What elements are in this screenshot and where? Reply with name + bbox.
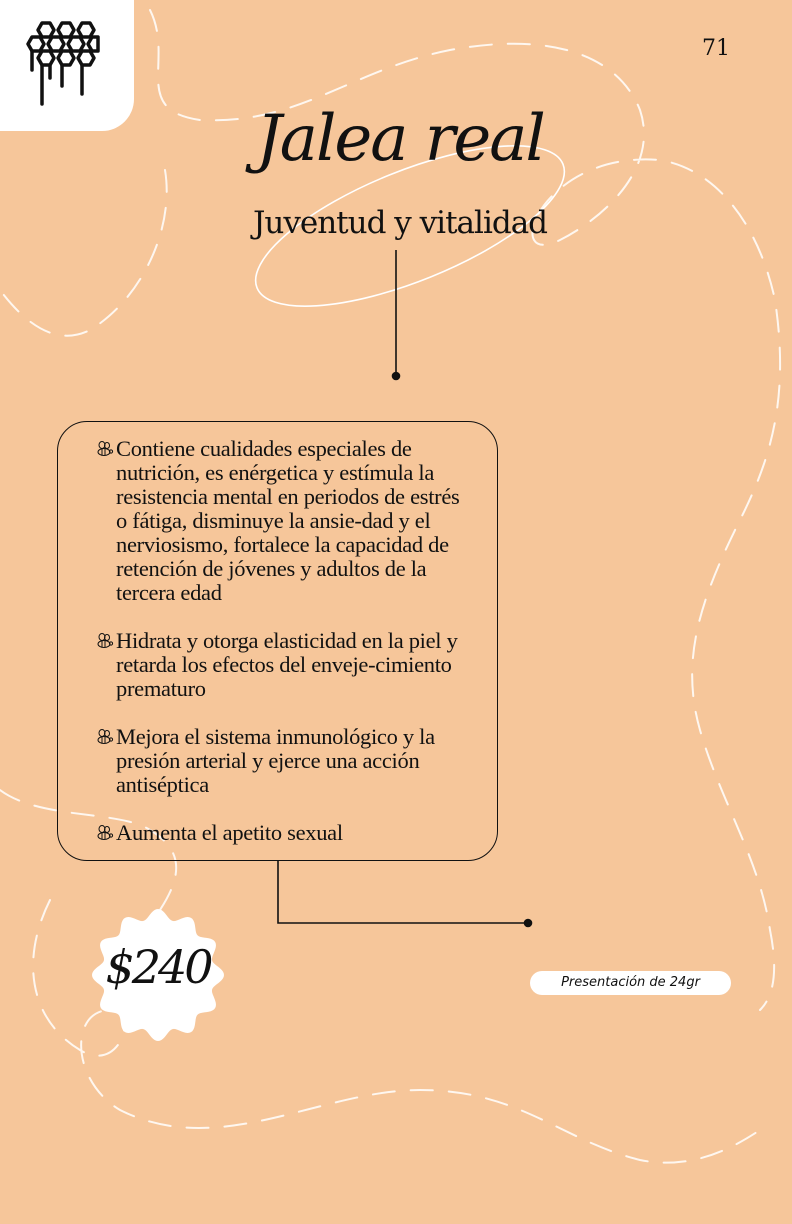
benefit-item <box>94 725 474 797</box>
benefits-list <box>94 437 474 869</box>
price-label: $240 <box>105 940 211 994</box>
benefit-item <box>94 629 474 701</box>
logo-card <box>0 0 134 131</box>
page-number: 71 <box>702 36 730 61</box>
bee-icon <box>94 633 114 649</box>
benefit-text: Aumenta el apetito sexual <box>116 820 343 845</box>
benefit-text: Hidrata y otorga elasticidad en la piel y retarda los efectos del enveje-cimiento prematuro <box>116 628 458 701</box>
connector-line-presentation <box>278 861 526 923</box>
connector-dot-title <box>393 373 400 380</box>
benefit-item <box>94 821 474 845</box>
dashed-flight-path-left <box>0 170 167 336</box>
product-subtitle: Juventud y vitalidad <box>252 205 548 241</box>
connector-dot-presentation <box>525 920 532 927</box>
benefit-text: Mejora el sistema inmunológico y la presión arterial y ejerce una acción antiséptica <box>116 724 435 797</box>
bee-icon <box>94 729 114 745</box>
benefit-item <box>94 437 474 605</box>
benefit-text: Contiene cualidades especiales de nutrición, es enérgetica y estímula la resistencia mental en periodos de estrés o fátiga, disminuye la ansie-dad y el nerviosismo, fortalece la capacidad de retención de jóvenes y adultos de la tercera edad <box>116 436 460 605</box>
product-title: Jalea real <box>256 102 544 176</box>
bee-icon <box>94 441 114 457</box>
benefits-box <box>57 421 498 861</box>
honeycomb-icon <box>26 20 100 110</box>
bee-icon <box>94 825 114 841</box>
presentation-pill: Presentación de 24gr <box>530 971 731 995</box>
